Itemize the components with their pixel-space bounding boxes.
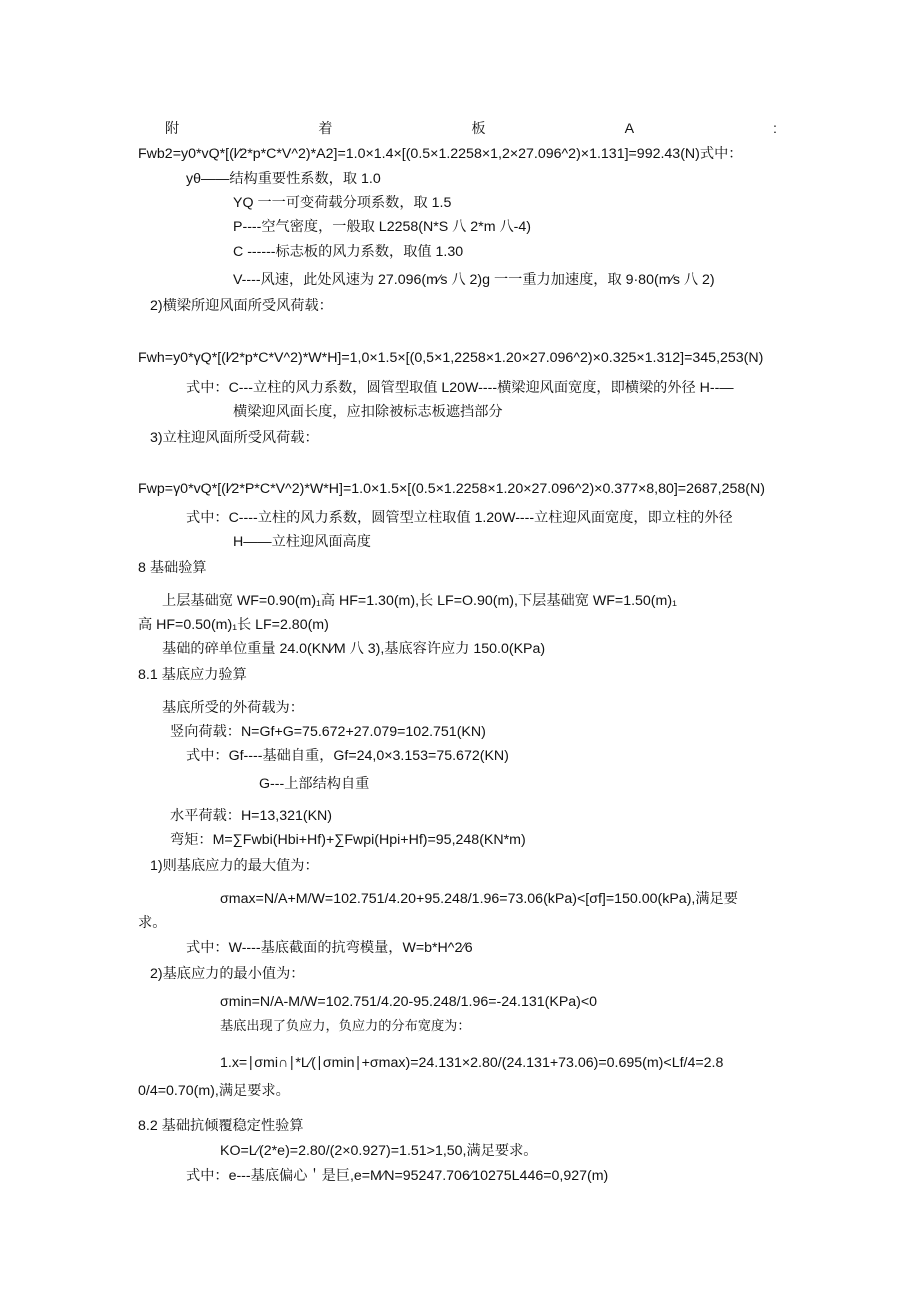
negative-stress-note: 基底出现了负应力，负应力的分布宽度为：: [220, 1018, 471, 1033]
note-fwh-2: 横梁迎风面长度，应扣除被标志板遮挡部分: [233, 404, 503, 420]
formula-fwb2: Fwb2=y0*vQ*[(l⁄2*p*C*V^2)*A2]=1.0×1.4×[(0.5×1.2258×1,2×27.096^2)×1.131]=992.43(N)式中：: [138, 146, 743, 162]
note-w: 式中：W----基底截面的抗弯模量，W=b*H^2⁄6: [186, 940, 473, 956]
item-2-title: 2)横梁所迎风面所受风荷载：: [150, 298, 333, 314]
ko-formula: KO=L⁄(2*e)=2.80/(2×0.927)=1.51>1,50,满足要求。: [220, 1143, 538, 1159]
note-fwh-1: 式中：C---立柱的风力系数，圆管型取值 L20W----横梁迎风面宽度，即横梁的外径 H--—: [186, 380, 734, 396]
note-e: 式中：e---基底偏心＇是巨,e=M⁄N=95247.706⁄10275L446=0,927(m): [186, 1168, 609, 1184]
max-stress-formula: σmax=N/A+M/W=102.751/4.20+95.248/1.96=73.06(kPa)<[σf]=150.00(kPa),满足要: [220, 891, 738, 907]
min-stress-formula: σmin=N/A-M/W=102.751/4.20-95.248/1.96=-24.131(KPa)<0: [220, 994, 598, 1010]
heading-char: 附: [165, 121, 180, 137]
note-fwp-1: 式中：C----立柱的风力系数，圆管型立柱取值 1.20W----立柱迎风面宽度，即立柱的外径: [186, 510, 733, 526]
section-heading: [165, 120, 777, 138]
base-dims-2: 高 HF=0.50(m)₁长 LF=2.80(m): [138, 617, 329, 633]
formula-fwp: Fwp=γ0*vQ*[(l⁄2*P*C*V^2)*W*H]=1.0×1.5×[(0.5×1.2258×1.20×27.096^2)×0.377×8,80]=2687,258(N): [138, 481, 765, 497]
width-formula: 1.x=∣σmi∩∣*L⁄(∣σmin∣+σmax)=24.131×2.80/(24.131+73.06)=0.695(m)<Lf/4=2.8: [220, 1055, 724, 1071]
heading-char: :: [773, 121, 777, 137]
horizontal-load: 水平荷载：H=13,321(KN): [170, 808, 333, 824]
heading-char: 着: [318, 121, 333, 137]
max-stress-title: 1)则基底应力的最大值为：: [150, 858, 319, 874]
formula-fwh: Fwh=y0*γQ*[(l⁄2*p*C*V^2)*W*H]=1,0×1.5×[(0,5×1,2258×1.20×27.096^2)×0.325×1.312]=345,253(N): [138, 350, 764, 366]
width-formula-cont: 0/4=0.70(m),满足要求。: [138, 1083, 290, 1099]
vertical-load: 竖向荷载：N=Gf+G=75.672+27.079=102.751(KN): [170, 724, 486, 740]
heading-char: 板: [471, 121, 486, 137]
item-3-title: 3)立柱迎风面所受风荷载：: [150, 430, 319, 446]
note-p: P----空气密度，一般取 L2258(N*S 八 2*m 八-4): [233, 219, 531, 235]
section-8-1-title: 8.1 基底应力验算: [138, 667, 247, 683]
base-dims-1: 上层基础宽 WF=0.90(m)₁高 HF=1.30(m),长 LF=O.90(m),下层基础宽 WF=1.50(m)₁: [162, 593, 677, 609]
min-stress-title: 2)基底应力的最小值为：: [150, 966, 305, 982]
note-v: V----风速，此处风速为 27.096(m⁄s 八 2)g 一一重力加速度，取 9·80(m⁄s 八 2): [233, 272, 715, 288]
note-fwp-2: H——立柱迎风面高度: [233, 534, 371, 550]
section-8-title: 8 基础验算: [138, 560, 207, 576]
note-y0: yθ——结构重要性系数，取 1.0: [186, 171, 381, 187]
heading-char: A: [624, 121, 635, 137]
moment: 弯矩：M=∑Fwbi(Hbi+Hf)+∑Fwpi(Hpi+Hf)=95,248(KN*m): [170, 832, 526, 848]
max-stress-formula-cont: 求。: [138, 915, 167, 931]
base-dims-3: 基础的碎单位重量 24.0(KN⁄M 八 3),基底容许应力 150.0(KPa): [162, 641, 546, 657]
external-load-title: 基底所受的外荷载为：: [162, 700, 304, 716]
section-8-2-title: 8.2 基础抗倾覆稳定性验算: [138, 1118, 304, 1134]
note-yq: YQ 一一可变荷载分项系数，取 1.5: [233, 195, 452, 211]
note-g: G---上部结构自重: [259, 776, 370, 792]
note-c: C ------标志板的风力系数，取值 1.30: [233, 244, 464, 260]
note-gf: 式中：Gf----基础自重，Gf=24,0×3.153=75.672(KN): [186, 748, 509, 764]
